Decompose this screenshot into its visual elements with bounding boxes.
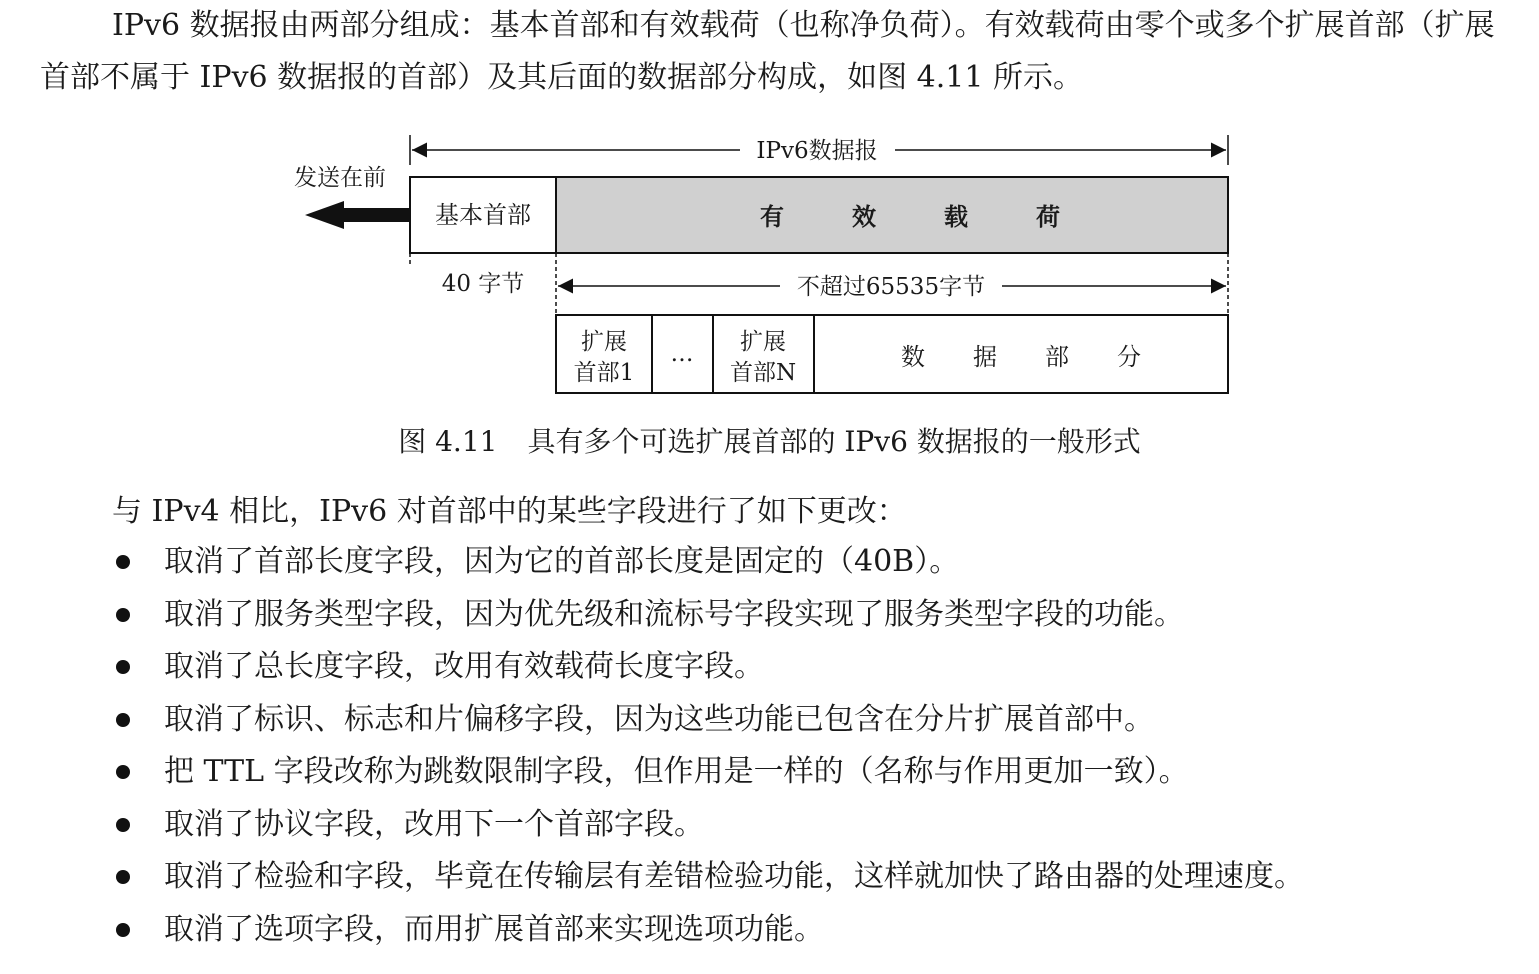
caption-text: 具有多个可选扩展首部的 IPv6 数据报的一般形式 [527,425,1141,458]
caption-number: 图 4.11 [398,425,498,458]
data-part-char-1: 数 [901,343,925,371]
figure-caption [0,420,1539,464]
data-part-char-4: 分 [1117,343,1141,371]
list-item-text: 取消了标识、标志和片偏移字段，因为这些功能已包含在分片扩展首部中。 [164,701,1154,737]
list-item [112,799,1512,852]
intro-text: IPv6 数据报由两部分组成：基本首部和有效载荷（也称净负荷）。有效载荷由零个或多个扩展首部（扩展首部不属于 IPv6 数据报的首部）及其后面的数据部分构成，如图 4.11 所示。 [40,8,1495,95]
payload-char-4: 荷 [1036,202,1060,231]
ext-header-1-line2: 首部1 [573,360,635,386]
figure-svg [280,125,1240,405]
bullet-dot [116,923,130,937]
ext-header-n-line1: 扩展 [740,329,786,355]
send-arrow-head [305,201,344,229]
list-item-text: 取消了协议字段，改用下一个首部字段。 [164,806,704,842]
list-item-text: 取消了首部长度字段，因为它的首部长度是固定的（40B）。 [164,544,960,579]
ext-header-n-line2: 首部N [729,360,797,386]
base-header-label: 基本首部 [435,201,531,229]
changes-list [112,536,1512,956]
payload-char-3: 载 [944,202,968,231]
data-part-char-2: 据 [973,343,997,371]
bullet-dot [116,818,130,832]
send-arrow-shaft [338,208,410,222]
list-item-text: 取消了总长度字段，改用有效载荷长度字段。 [164,649,764,684]
send-first-label: 发送在前 [294,165,386,191]
payload-max-label: 不超过65535字节 [796,274,986,300]
bullet-dot [116,765,130,779]
ext-header-ellipsis: … [670,341,694,367]
bullet-dot [116,870,130,884]
list-item [112,851,1512,904]
bullet-dot [116,713,130,727]
bullet-dot [116,660,130,674]
payload-char-1: 有 [760,202,784,231]
list-item [112,536,1512,589]
list-item [112,746,1512,799]
list-item [112,694,1512,747]
payload-char-2: 效 [852,202,876,231]
list-item [112,589,1512,642]
base-header-size: 40 字节 [441,271,525,297]
bullet-dot [116,555,130,569]
list-item [112,904,1512,957]
lead-paragraph: 与 IPv4 相比，IPv6 对首部中的某些字段进行了如下更改： [112,494,907,529]
data-part-char-3: 部 [1045,343,1069,371]
list-item-text: 取消了服务类型字段，因为优先级和流标号字段实现了服务类型字段的功能。 [164,596,1184,632]
list-item-text: 取消了检验和字段，毕竟在传输层有差错检验功能，这样就加快了路由器的处理速度。 [164,859,1304,894]
bullet-dot [116,608,130,622]
ext-header-1-line1: 扩展 [581,329,627,355]
list-item-text: 取消了选项字段，而用扩展首部来实现选项功能。 [164,911,824,947]
ipv6-datagram-figure [280,125,1240,405]
list-item-text: 把 TTL 字段改称为跳数限制字段，但作用是一样的（名称与作用更加一致）。 [164,754,1189,789]
payload-box [556,177,1228,253]
intro-paragraph [40,0,1500,104]
list-item [112,641,1512,694]
datagram-label: IPv6数据报 [756,138,878,164]
